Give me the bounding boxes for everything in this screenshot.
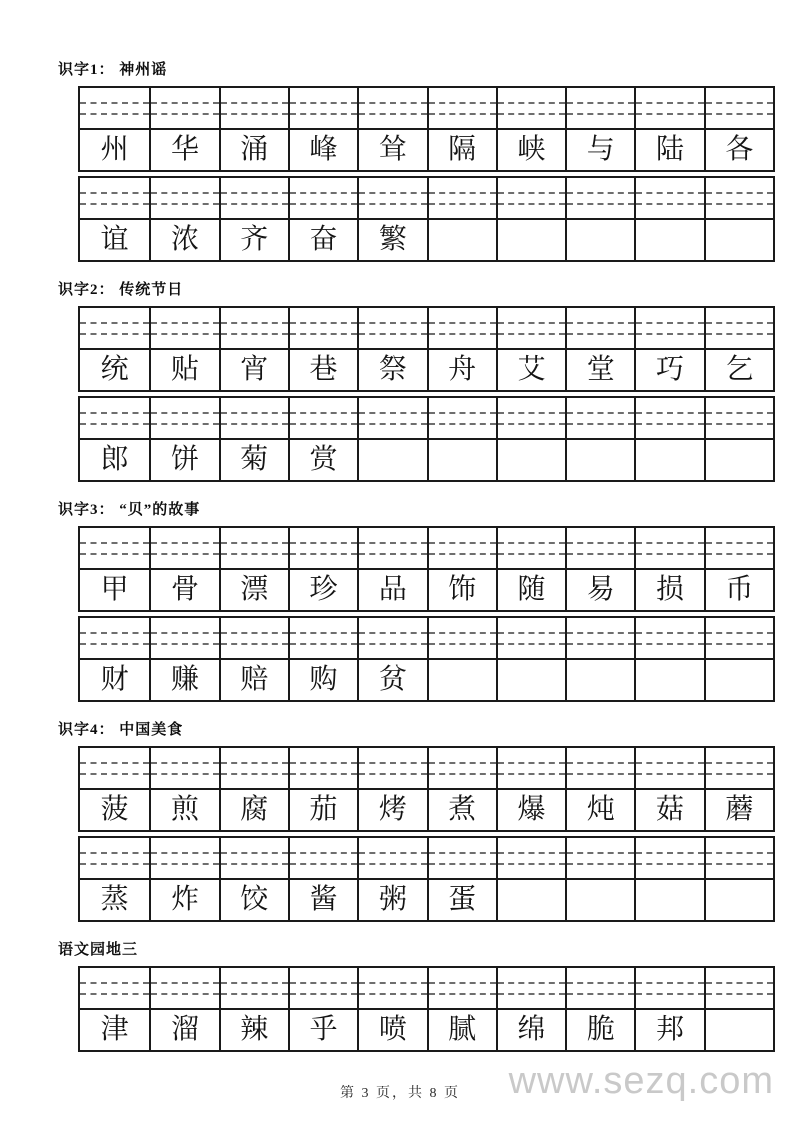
character-cell [565, 438, 634, 480]
pinyin-practice-cell [634, 528, 703, 568]
pinyin-practice-cell [427, 308, 496, 348]
character-cell: 随 [496, 568, 565, 610]
character-cell: 统 [80, 348, 149, 390]
character-cell: 绵 [496, 1008, 565, 1050]
character-cell [704, 438, 773, 480]
character-cell: 浓 [149, 218, 218, 260]
character-cell: 与 [565, 128, 634, 170]
character-cell: 损 [634, 568, 703, 610]
pinyin-practice-cell [634, 838, 703, 878]
character-cell: 华 [149, 128, 218, 170]
pinyin-practice-cell [565, 178, 634, 218]
character-cell: 品 [357, 568, 426, 610]
pinyin-practice-cell [80, 528, 149, 568]
pinyin-practice-cell [288, 618, 357, 658]
pinyin-practice-cell [634, 398, 703, 438]
character-cell: 腐 [219, 788, 288, 830]
character-cell: 郎 [80, 438, 149, 480]
pinyin-practice-cell [496, 308, 565, 348]
character-cell: 峰 [288, 128, 357, 170]
character-cell: 饼 [149, 438, 218, 480]
pinyin-practice-cell [357, 748, 426, 788]
worksheet-section-1 [0, 60, 800, 262]
character-cell: 峡 [496, 128, 565, 170]
pinyin-practice-cell [80, 968, 149, 1008]
pinyin-practice-cell [427, 88, 496, 128]
character-cell: 蒸 [80, 878, 149, 920]
character-cell: 饺 [219, 878, 288, 920]
character-cell [565, 658, 634, 700]
character-table [78, 746, 775, 832]
pinyin-practice-cell [496, 748, 565, 788]
character-cell: 易 [565, 568, 634, 610]
pinyin-practice-cell [496, 88, 565, 128]
pinyin-practice-cell [704, 88, 773, 128]
pinyin-practice-cell [288, 748, 357, 788]
pinyin-practice-cell [219, 748, 288, 788]
character-cell [496, 658, 565, 700]
worksheet-section-5 [0, 940, 800, 1052]
character-cell: 炸 [149, 878, 218, 920]
pinyin-practice-cell [704, 748, 773, 788]
watermark: www.sezq.com [508, 1060, 774, 1102]
character-cell: 粥 [357, 878, 426, 920]
pinyin-practice-cell [357, 308, 426, 348]
pinyin-practice-cell [149, 618, 218, 658]
pinyin-practice-cell [704, 398, 773, 438]
character-cell: 炖 [565, 788, 634, 830]
character-cell [357, 438, 426, 480]
character-cell: 宵 [219, 348, 288, 390]
character-cell: 涌 [219, 128, 288, 170]
pinyin-practice-cell [565, 398, 634, 438]
character-cell: 溜 [149, 1008, 218, 1050]
pinyin-practice-cell [427, 748, 496, 788]
pinyin-practice-cell [80, 88, 149, 128]
pinyin-practice-cell [149, 398, 218, 438]
pinyin-practice-cell [565, 308, 634, 348]
character-cell [427, 658, 496, 700]
pinyin-practice-cell [357, 398, 426, 438]
character-cell: 繁 [357, 218, 426, 260]
character-cell: 煮 [427, 788, 496, 830]
character-cell: 州 [80, 128, 149, 170]
section-title: 识字3： “贝”的故事 [58, 502, 201, 518]
character-cell: 巷 [288, 348, 357, 390]
pinyin-practice-cell [357, 618, 426, 658]
character-cell: 爆 [496, 788, 565, 830]
character-cell: 财 [80, 658, 149, 700]
pinyin-practice-cell [80, 398, 149, 438]
pinyin-practice-cell [357, 178, 426, 218]
character-table [78, 966, 775, 1052]
character-cell: 堂 [565, 348, 634, 390]
pinyin-practice-cell [288, 88, 357, 128]
worksheet-section-4 [0, 720, 800, 922]
pinyin-practice-cell [427, 838, 496, 878]
pinyin-practice-cell [288, 968, 357, 1008]
character-table [78, 176, 775, 262]
character-cell: 珍 [288, 568, 357, 610]
pinyin-practice-cell [149, 308, 218, 348]
pinyin-practice-cell [565, 88, 634, 128]
pinyin-practice-cell [357, 968, 426, 1008]
character-cell: 祭 [357, 348, 426, 390]
character-cell [496, 438, 565, 480]
character-cell: 舟 [427, 348, 496, 390]
pinyin-practice-cell [80, 748, 149, 788]
character-cell: 乞 [704, 348, 773, 390]
pinyin-practice-cell [565, 748, 634, 788]
character-cell: 艾 [496, 348, 565, 390]
character-cell: 耸 [357, 128, 426, 170]
pinyin-practice-cell [496, 618, 565, 658]
pinyin-practice-cell [565, 838, 634, 878]
character-cell [634, 658, 703, 700]
pinyin-practice-cell [704, 178, 773, 218]
section-title: 语文园地三 [58, 942, 139, 958]
section-title: 识字4： 中国美食 [58, 722, 184, 738]
pinyin-practice-cell [149, 178, 218, 218]
character-cell [704, 658, 773, 700]
pinyin-practice-cell [565, 528, 634, 568]
section-title: 识字2： 传统节日 [58, 282, 184, 298]
pinyin-practice-cell [634, 618, 703, 658]
character-cell: 巧 [634, 348, 703, 390]
character-cell: 辣 [219, 1008, 288, 1050]
pinyin-practice-cell [219, 398, 288, 438]
pinyin-practice-cell [80, 178, 149, 218]
character-cell: 赔 [219, 658, 288, 700]
character-cell [496, 218, 565, 260]
pinyin-practice-cell [219, 88, 288, 128]
character-cell [704, 218, 773, 260]
pinyin-practice-cell [219, 528, 288, 568]
character-cell: 腻 [427, 1008, 496, 1050]
character-cell: 贫 [357, 658, 426, 700]
pinyin-practice-cell [704, 528, 773, 568]
pinyin-practice-cell [288, 528, 357, 568]
pinyin-practice-cell [634, 968, 703, 1008]
character-cell: 蛋 [427, 878, 496, 920]
character-cell: 陆 [634, 128, 703, 170]
character-cell: 赚 [149, 658, 218, 700]
pinyin-practice-cell [704, 968, 773, 1008]
character-table [78, 616, 775, 702]
character-cell [704, 878, 773, 920]
pinyin-practice-cell [496, 398, 565, 438]
worksheet-section-3 [0, 500, 800, 702]
character-cell: 骨 [149, 568, 218, 610]
pinyin-practice-cell [634, 748, 703, 788]
character-cell: 饰 [427, 568, 496, 610]
character-cell [634, 438, 703, 480]
worksheet-section-2 [0, 280, 800, 482]
character-cell: 脆 [565, 1008, 634, 1050]
character-cell: 漂 [219, 568, 288, 610]
pinyin-practice-cell [427, 398, 496, 438]
character-cell: 酱 [288, 878, 357, 920]
pinyin-practice-cell [80, 308, 149, 348]
pinyin-practice-cell [496, 178, 565, 218]
pinyin-practice-cell [704, 308, 773, 348]
character-cell: 喷 [357, 1008, 426, 1050]
character-cell: 蘑 [704, 788, 773, 830]
character-table [78, 526, 775, 612]
pinyin-practice-cell [219, 838, 288, 878]
pinyin-practice-cell [80, 838, 149, 878]
pinyin-practice-cell [80, 618, 149, 658]
pinyin-practice-cell [219, 308, 288, 348]
character-table [78, 86, 775, 172]
character-cell: 菇 [634, 788, 703, 830]
character-cell [427, 438, 496, 480]
page-number: 第 3 页，共 8 页 [340, 1086, 460, 1101]
character-cell: 津 [80, 1008, 149, 1050]
pinyin-practice-cell [357, 838, 426, 878]
character-cell: 谊 [80, 218, 149, 260]
character-cell: 赏 [288, 438, 357, 480]
character-cell: 煎 [149, 788, 218, 830]
character-cell: 隔 [427, 128, 496, 170]
pinyin-practice-cell [357, 528, 426, 568]
character-cell: 邦 [634, 1008, 703, 1050]
pinyin-practice-cell [288, 178, 357, 218]
pinyin-practice-cell [219, 968, 288, 1008]
pinyin-practice-cell [634, 88, 703, 128]
character-cell: 贴 [149, 348, 218, 390]
pinyin-practice-cell [219, 618, 288, 658]
character-cell [565, 878, 634, 920]
character-cell [565, 218, 634, 260]
character-cell [704, 1008, 773, 1050]
pinyin-practice-cell [634, 308, 703, 348]
pinyin-practice-cell [704, 838, 773, 878]
pinyin-practice-cell [634, 178, 703, 218]
pinyin-practice-cell [149, 968, 218, 1008]
pinyin-practice-cell [149, 838, 218, 878]
character-cell: 奋 [288, 218, 357, 260]
character-cell: 乎 [288, 1008, 357, 1050]
pinyin-practice-cell [704, 618, 773, 658]
character-cell [634, 878, 703, 920]
pinyin-practice-cell [288, 308, 357, 348]
pinyin-practice-cell [149, 88, 218, 128]
pinyin-practice-cell [357, 88, 426, 128]
pinyin-practice-cell [288, 838, 357, 878]
pinyin-practice-cell [496, 968, 565, 1008]
pinyin-practice-cell [149, 748, 218, 788]
character-cell: 购 [288, 658, 357, 700]
character-cell: 菊 [219, 438, 288, 480]
pinyin-practice-cell [288, 398, 357, 438]
pinyin-practice-cell [427, 528, 496, 568]
character-cell: 币 [704, 568, 773, 610]
character-cell: 茄 [288, 788, 357, 830]
character-cell [427, 218, 496, 260]
pinyin-practice-cell [496, 838, 565, 878]
character-table [78, 836, 775, 922]
character-cell: 各 [704, 128, 773, 170]
pinyin-practice-cell [149, 528, 218, 568]
pinyin-practice-cell [219, 178, 288, 218]
character-cell [634, 218, 703, 260]
character-table [78, 396, 775, 482]
pinyin-practice-cell [427, 178, 496, 218]
pinyin-practice-cell [565, 618, 634, 658]
pinyin-practice-cell [427, 618, 496, 658]
pinyin-practice-cell [427, 968, 496, 1008]
character-cell: 菠 [80, 788, 149, 830]
pinyin-practice-cell [496, 528, 565, 568]
character-cell: 齐 [219, 218, 288, 260]
pinyin-practice-cell [565, 968, 634, 1008]
character-cell [496, 878, 565, 920]
character-cell: 烤 [357, 788, 426, 830]
character-table [78, 306, 775, 392]
section-title: 识字1： 神州谣 [58, 62, 168, 78]
character-cell: 甲 [80, 568, 149, 610]
